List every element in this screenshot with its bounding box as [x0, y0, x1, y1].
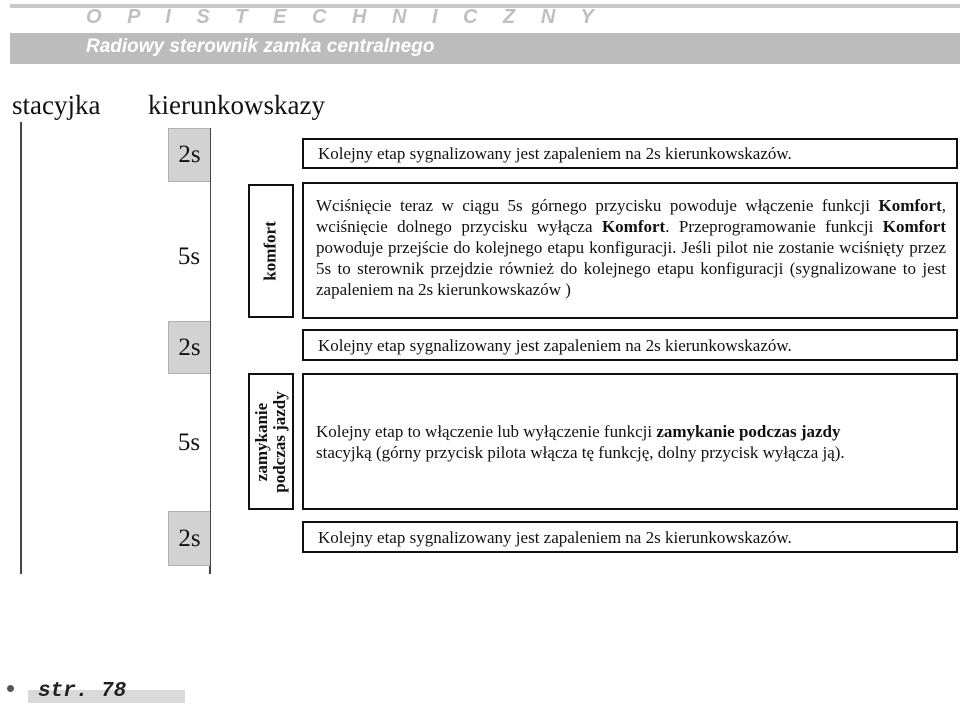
step-2-label: komfort	[261, 221, 281, 281]
step-5-time: 2s	[178, 524, 201, 552]
step-2-time-block	[168, 182, 210, 332]
step-2-text-part: Wciśnięcie teraz w ciągu 5s górnego przycisku powoduje włączenie funkcji	[316, 196, 879, 215]
document-title: O P I S T E C H N I C Z N Y	[86, 6, 604, 28]
footer-bullet-icon	[7, 685, 14, 692]
step-2-bold-term: Komfort	[878, 196, 942, 215]
step-1-time: 2s	[178, 141, 201, 168]
step-4-label-box	[248, 373, 294, 510]
step-4-label-line-2: podczas jazdy	[270, 390, 289, 493]
step-4-time: 5s	[177, 429, 201, 456]
step-3-text: Kolejny etap sygnalizowany jest zapaleniem na 2s kierunkowskazów.	[318, 335, 792, 355]
step-4-line-1	[316, 421, 956, 442]
page-number: str. 78	[38, 680, 127, 703]
step-1-description-box	[302, 138, 958, 169]
step-2-time: 5s	[177, 243, 201, 270]
step-2-description-box	[302, 182, 958, 319]
step-1-time-block	[168, 128, 210, 182]
step-5-time-block	[168, 511, 210, 566]
step-3-description-box	[302, 329, 958, 361]
step-5-text: Kolejny etap sygnalizowany jest zapaleniem na 2s kierunkowskazów.	[318, 527, 792, 547]
step-2-bold-term: Komfort	[882, 217, 946, 236]
column-ignition-heading: stacyjka	[12, 90, 101, 120]
step-4-line-2: stacyjką (górny przycisk pilota włącza tę funkcję, dolny przycisk wyłącza ją).	[316, 442, 845, 462]
step-2-bold-term: Komfort	[601, 217, 666, 236]
step-4-text-part: Kolejny etap to włączenie lub wyłączenie funkcji	[316, 421, 657, 441]
step-4-bold-term: zamykanie podczas jazdy	[656, 421, 841, 441]
column-indicators-heading: kierunkowskazy	[148, 90, 325, 120]
step-4-time-block	[168, 374, 210, 512]
step-4-label	[253, 391, 289, 493]
step-3-time-block	[168, 321, 210, 374]
step-1-text: Kolejny etap sygnalizowany jest zapaleniem na 2s kierunkowskazów.	[318, 144, 792, 163]
step-3-time: 2s	[178, 333, 201, 361]
ignition-timeline	[20, 122, 22, 574]
document-subtitle: Radiowy sterownik zamka centralnego	[86, 36, 435, 57]
step-2-text-part: powoduje przejście do kolejnego etapu konfiguracji. Jeśli pilot nie zostanie wciśnięty przez 5s to sterownik przejdzie również do kolejnego etapu konfiguracji (sygnalizowane to jest zapaleniem na 2s kierunkowskazów )	[316, 238, 946, 299]
step-4-label-line-1: zamykanie	[252, 402, 271, 481]
step-2-label-box	[248, 184, 294, 318]
step-5-description-box	[302, 521, 958, 553]
step-2-text-part: , wciśnięcie dolnego przycisku wyłącza	[316, 196, 946, 236]
step-4-description-box	[302, 373, 958, 510]
step-2-text-part: . Przeprogramowanie funkcji	[665, 217, 883, 236]
